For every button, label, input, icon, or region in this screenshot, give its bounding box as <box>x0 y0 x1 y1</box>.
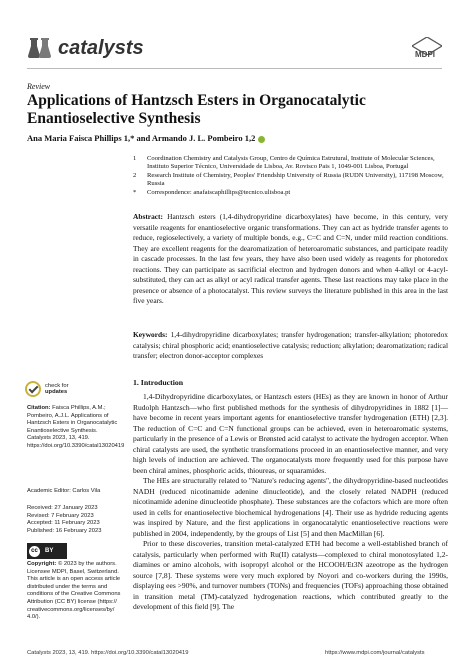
orcid-icon <box>258 136 265 143</box>
keywords <box>133 330 448 362</box>
copyright-text: © 2023 by the authors. Licensee MDPI, Basel, Switzerland. This article is an open access article distributed under the terms and conditions of the Creative Commons Attribution (CC BY) license (https:// creativecommons.org/licenses/by/ 4.0/). <box>27 561 121 621</box>
affiliation-number: 2 <box>133 172 137 179</box>
check-for-updates-button[interactable] <box>25 378 85 400</box>
authors <box>27 133 447 143</box>
header-divider <box>27 68 442 69</box>
affiliations <box>133 155 448 197</box>
check-line-1: check for <box>45 382 69 389</box>
published-date: Published: 16 February 2023 <box>27 527 102 534</box>
journal-name: catalysts <box>58 37 144 59</box>
publisher-name: MDPI <box>415 50 435 59</box>
title-line-2: Enantioselective Synthesis <box>27 110 201 127</box>
footer-citation <box>27 650 188 656</box>
abstract-label: Abstract: <box>133 212 163 221</box>
by-logo: BY <box>45 548 54 554</box>
cc-by-license-icon[interactable] <box>27 543 67 559</box>
accepted-date: Accepted: 11 February 2023 <box>27 520 100 527</box>
section-heading-introduction: 1. Introduction <box>133 378 184 387</box>
affiliation-1 <box>133 155 448 171</box>
academic-editor: Academic Editor: Carlos Vila <box>27 488 101 494</box>
revised-date: Revised: 7 February 2023 <box>27 512 94 519</box>
correspondence-marker: * <box>133 189 137 196</box>
update-check-icon <box>25 381 41 397</box>
abstract-text: Hantzsch esters (1,4-dihydropyridine dicarboxylates) have become, in this century, very versatile reagents for enantioselective organic transformations. They can act as hydride transfer agents to reduce, regioselectively, a variety of multiple bonds, e.g., C=C and C=N, under mild reaction conditions. They are excellent reagents for the dearomatization of heteroaromatic substances, and participate readily in cascade processes. In the last few years, they have also been used widely as reagents for photoredox reactions. They can participate as sacrificial electron and hydrogen donors and when 4-alkyl or 4-acyl-substituted, they can act as alkyl or acyl radical transfer agents. These last reactions may take place in the presence or absence of a photocatalyst. This review surveys the literature published in this area in the last five years. <box>133 212 448 305</box>
citation-block <box>27 405 125 451</box>
authors-text: Ana Maria Faisca Phillips 1,* and Armando J. L. Pombeiro 1,2 <box>27 133 256 143</box>
introduction-body <box>133 392 448 613</box>
cc-logo: cc <box>29 546 40 557</box>
copyright-label: Copyright: <box>27 561 57 567</box>
title-line-1: Applications of Hantzsch Esters in Organocatalytic <box>27 92 366 109</box>
history-dates <box>27 505 121 535</box>
journal-logo-icon <box>27 38 55 60</box>
received-date: Received: 27 January 2023 <box>27 505 98 511</box>
footer-citation-text: Catalysts 2023, 13, 419. https://doi.org/10.3390/catal13020419 <box>27 650 189 656</box>
correspondence-text[interactable]: Correspondence: anafaiscaphillips@tecnico.ulisboa.pt <box>147 189 291 196</box>
copyright-block <box>27 561 121 622</box>
keywords-label: Keywords: <box>133 330 168 339</box>
affiliation-number: 1 <box>133 155 137 162</box>
abstract <box>133 212 448 307</box>
citation-label: Citation: <box>27 405 51 411</box>
intro-paragraph-2: The HEs are structurally related to "Nature's reducing agents", the dihydropyridine-based nucleotides NADH (reduced nicotinamide adenine dinucleotide), and the closely related NADPH (reduced nicotinamide adenine dinucleotide phosphate). These substances are the cofactors which are more often used in cells for enantioselective biochemical hydrogenations [4]. Their use as hydride reducing agents was inspired by Nature, and the first applications in organocatalytic enantioselective reactions were published in 2004, independently, by the groups of List [5] and then MacMillan [6]. <box>133 476 448 538</box>
affiliation-text: Coordination Chemistry and Catalysis Group, Centro de Química Estrutural, Institute of Molecular Sciences, Instituto Superior Técnico, Universidade de Lisboa, Av. Rovisco Pais 1, 1049-001 Lisboa, Portugal <box>147 155 435 170</box>
footer-journal-link[interactable]: https://www.mdpi.com/journal/catalysts <box>325 650 425 656</box>
article-type: Review <box>27 82 51 91</box>
intro-paragraph-1: 1,4-Dihydropyridine dicarboxylates, or Hantzsch esters (HEs) as they are known in honor of Arthur Rudolph Hantzsch—who first published methods for the synthesis of dihydropyridines in 1882 [1]—have become in recent years important agents for enantioselective transfer hydrogenation (ETH) [2,3]. The reduction of C=C and C=N functional groups can be achieved, even in heteroaromatic systems, particularly in the presence of a Lewis or Brønsted acid catalyst to activate the hydrogen acceptor. When chiral catalysts are used, the synthetic transformations proceed in an enantioselective manner, and very high levels of induction are achieved. The organocatalysts more frequently used for this purpose have been chiral amines, phosphoric acids, thioureas, or squaramides. <box>133 392 448 475</box>
citation-text: Faisca Phillips, A.M.; Pombeiro, A.J.L. Applications of Hantzsch Esters in Organocatalytic Enantioselective Synthesis. Catalysts 2023, 13, 419. https://doi.org/10.3390/catal13020419 <box>27 405 125 449</box>
affiliation-2 <box>133 172 448 188</box>
check-line-2: updates <box>45 389 68 395</box>
affiliation-text: Research Institute of Chemistry, Peoples' Friendship University of Russia (RUDN University), 117198 Moscow, Russia <box>147 172 444 187</box>
keywords-text: 1,4-dihydropyridine dicarboxylates; transfer hydrogenation; transfer-alkylation; photoredox catalysis; chiral phosphoric acid; enantioselective catalysis; reduction; alkylation; dearomatization; radical transfer; electron donor-acceptor complexes <box>133 330 448 360</box>
correspondence[interactable] <box>133 189 448 197</box>
article-title <box>27 92 447 128</box>
check-for-updates-label <box>45 383 69 396</box>
intro-paragraph-3: Prior to these discoveries, transition metal-catalyzed ETH had become a well-established branch of catalysis, particularly when performed with Ru(II) catalysts—complexed to chiral monotosylated 1,2-diamines or amino alcohols, with isopropyl alcohol or the HCOOH/Et3N azeotrope as the hydrogen source [7,8]. These systems were very much explored by Noyori and co-workers during the 1990s, displaying ees >90%, and turnover numbers (TONs) and frequencies (TOFs) approaching those obtained in transition metal (TM)-catalyzed hydrogenation reactions, which contributed greatly to the development of this field [9]. The <box>133 539 448 611</box>
